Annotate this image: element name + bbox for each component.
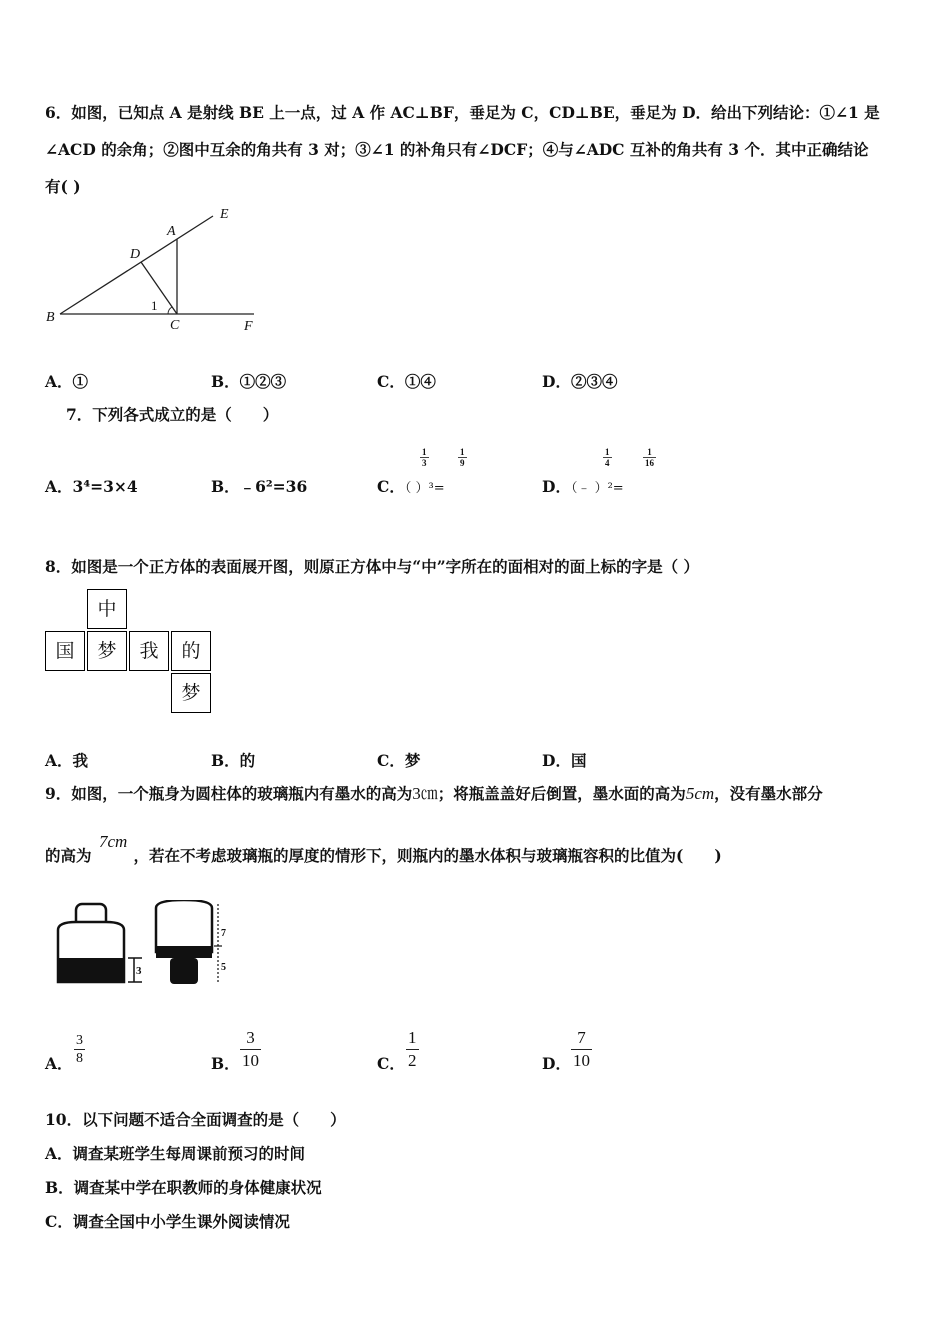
q8-option-a[interactable]: A．我 (45, 751, 89, 770)
q10-option-b[interactable]: B．调查某中学在职教师的身体健康状况 (45, 1178, 322, 1197)
q7-c-fraction-2: $\frac{1}{9}$ (460, 447, 465, 468)
net-cell-3: 我 (129, 631, 169, 671)
q8-option-b[interactable]: B．的 (211, 751, 256, 770)
q7-stem: 7．下列各式成立的是（ ） (66, 405, 279, 424)
net-cell-4: 的 (171, 631, 211, 671)
q6-stem-line1: 6．如图，已知点 A 是射线 BE 上一点，过 A 作 AC⊥BF，垂足为 C，CD⊥BE，垂足为 D．给出下列结论：①∠1 是 (45, 103, 880, 122)
net-cell-bottom: 梦 (171, 673, 211, 713)
q7-option-c[interactable]: C．（ ）³= (377, 477, 445, 496)
label-F: F (244, 319, 253, 334)
q9-stem-line1: 9．如图，一个瓶身为圆柱体的玻璃瓶内有墨水的高为3㎝；将瓶盖盖好后倒置，墨水面的高为5cm，没有墨水部分 (45, 784, 823, 803)
net-cell-1: 国 (45, 631, 85, 671)
q6-stem-line3: 有( ) (45, 177, 81, 196)
q8-option-d[interactable]: D．国 (542, 751, 587, 770)
q7-c-fraction-1: $\frac{1}{3}$ (422, 447, 427, 468)
q7-d-fraction-1: $\frac{1}{4}$ (605, 447, 610, 468)
q7-d-fraction-2: $\frac{1}{16}$ (645, 447, 654, 468)
q8-cube-net (45, 589, 215, 714)
q9-option-d[interactable]: D． (542, 1054, 571, 1073)
label-A: A (167, 224, 176, 239)
q9-option-d-fraction: $\frac{7}{10}$ (573, 1028, 590, 1070)
q9-option-a-fraction: $\frac{3}{8}$ (76, 1033, 83, 1066)
q9-option-a[interactable]: A． (45, 1054, 73, 1073)
q6-stem-line2: ∠ACD 的余角；②图中互余的角共有 3 对；③∠1 的补角只有∠DCF；④与∠ADC 互补的角共有 3 个．其中正确结论 (45, 140, 869, 159)
q9-option-c-fraction: $\frac{1}{2}$ (408, 1028, 417, 1070)
label-D: D (130, 247, 141, 262)
q9-option-c[interactable]: C． (377, 1054, 405, 1073)
label-angle-1: 1 (151, 298, 158, 313)
q9-bottle-figure (50, 900, 250, 992)
net-cell-top: 中 (87, 589, 127, 629)
label-C: C (170, 318, 180, 333)
q8-stem: 8．如图是一个正方体的表面展开图，则原正方体中与“中”字所在的面相对的面上标的字是（ ） (45, 557, 700, 576)
label-7: 7 (221, 928, 226, 939)
q6-option-b[interactable]: B．①②③ (211, 372, 287, 391)
label-E: E (220, 207, 229, 222)
q6-geometry-figure (40, 200, 270, 340)
q9-option-b-fraction: $\frac{3}{10}$ (242, 1028, 259, 1070)
q10-stem: 10．以下问题不适合全面调查的是（ ） (45, 1110, 346, 1129)
net-cell-2: 梦 (87, 631, 127, 671)
q10-option-a[interactable]: A．调查某班学生每周课前预习的时间 (45, 1144, 306, 1163)
label-3: 3 (136, 965, 142, 977)
q7-option-a[interactable]: A．3⁴=3×4 (45, 477, 138, 496)
q6-option-a[interactable]: A．① (45, 372, 89, 391)
label-B: B (46, 310, 55, 325)
q6-option-d[interactable]: D．②③④ (542, 372, 618, 391)
q8-option-c[interactable]: C．梦 (377, 751, 421, 770)
q6-option-c[interactable]: C．①④ (377, 372, 436, 391)
q7-option-d[interactable]: D．（﹣ ）²= (542, 477, 624, 496)
label-5: 5 (221, 962, 226, 973)
q10-option-c[interactable]: C．调查全国中小学生课外阅读情况 (45, 1212, 290, 1231)
q7-option-b[interactable]: B．﹣6²=36 (211, 477, 308, 496)
q9-stem-line2: 的高为 ，若在不考虑玻璃瓶的厚度的情形下，则瓶内的墨水体积与玻璃瓶容积的比值为( ) (45, 846, 722, 865)
q9-unit-7cm: 7cm (99, 832, 128, 851)
q9-option-b[interactable]: B． (211, 1054, 240, 1073)
